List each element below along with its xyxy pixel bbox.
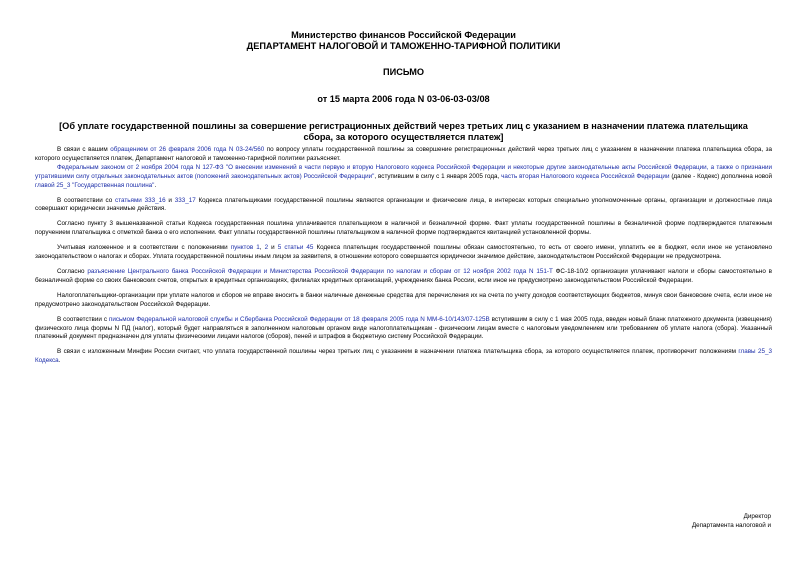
paragraph-6	[35, 268, 772, 286]
text: .	[58, 357, 61, 365]
appeal-link[interactable]: обращением от 26 февраля 2006 года N 03-24/560	[110, 146, 265, 153]
ministry-name: Министерство финансов Российской Федерации	[291, 30, 516, 40]
text: .	[154, 181, 157, 189]
text: вступившим в силу с 1 мая 2005 года, введен новый бланк платежного документа (извещения) физического лица формы N ПД (налог), который будет направляться в заполненном налоговым органом виде налогоплательщикам - физическим лицам вместе с налоговым уведомлением или требованием об уплате налога (сбора). Указанный платежный документ предназначен для уплаты физическими лицами налогов (сборов), пеней и штрафов в бюджетную систему Российской Федерации.	[35, 315, 773, 341]
article-45-link[interactable]: статьи 45	[284, 244, 314, 252]
text: В связи с изложенным Минфин России считает, что уплата государственной пошлины через третьих лиц с указанием в назначении платежа плательщика сбора, за которого осуществляется платеж, противоречит положениям	[57, 348, 739, 356]
document-subject: [Об уплате государственной пошлины за совершение регистрационных действий через третьих лиц с указанием в назначении платежа плательщика сбора, за которого осуществляется платеж]	[59, 121, 748, 142]
text: (далее - Кодекс) дополнена новой	[669, 172, 772, 180]
text: и	[268, 244, 278, 252]
paragraph-4	[35, 220, 772, 238]
text: Согласно пункту 3 вышеназванной статьи Кодекса государственная пошлина уплачивается плательщиком в наличной и безналичной форме. Факт уплаты государственной пошлины в безналичной форме подтверждается платежным поручением плательщика с отметкой банка о его исполнении. Факт уплаты государственной пошлины плательщиком в наличной форме подтверждается квитанцией установленной формы.	[35, 220, 772, 237]
document-header	[0, 0, 807, 143]
central-bank-clarification-link[interactable]: разъяснение Центрального банка Российской Федерации и Министерства Российской Федерации по налогам и сборам от 12 ноября 2002 года N 151-Т	[87, 267, 553, 275]
paragraph-9	[35, 348, 772, 366]
paragraph-1	[35, 146, 772, 164]
department-name: ДЕПАРТАМЕНТ НАЛОГОВОЙ И ТАМОЖЕННО-ТАРИФНОЙ ПОЛИТИКИ	[246, 41, 561, 51]
text: В соответствии со	[57, 196, 116, 204]
clause-5-link[interactable]: 5	[277, 244, 282, 252]
article-333-17-link[interactable]: 333_17	[174, 196, 196, 204]
paragraph-2	[35, 164, 772, 191]
paragraph-5	[35, 244, 772, 262]
chapter-25-3-code-link[interactable]: главы 25_3 Кодекса	[35, 348, 772, 365]
tax-code-part-two-link[interactable]: часть вторая Налогового кодекса Российской Федерации	[501, 172, 670, 180]
document-date-number: от 15 марта 2006 года N 03-06-03-03/08	[317, 94, 490, 104]
federal-law-link[interactable]: Федеральным законом от 2 ноября 2004 года N 127-ФЗ "О внесении изменений в части первую и вторую Налогового кодекса Российской Федерации и некоторые другие законодательные акты Российской Федерации, а также о признании утратившими силу отдельных законодательных актов (положений законодательных актов) Российской Федерации"	[35, 163, 772, 180]
text: В связи с вашим	[57, 146, 111, 153]
paragraph-8	[35, 316, 772, 343]
fns-sberbank-letter-link[interactable]: письмом Федеральной налоговой службы и Сбербанка Российской Федерации от 18 февраля 2005 года N ММ-6-10/143/07-125В	[108, 315, 490, 323]
text: Учитывая изложенное и в соответствии с положениями	[57, 244, 231, 252]
chapter-25-3-link[interactable]: главой 25_3 "Государственная пошлина"	[35, 181, 155, 189]
text: по вопросу уплаты государственной пошлины за совершение регистрационных действий через третьих лиц с указанием в назначении платежа плательщика сбора, за которого осуществляется платеж, Департамент налоговой и таможенно-тарифной политики разъясняет.	[35, 146, 772, 162]
paragraph-3	[35, 197, 772, 215]
text: ФС-18-10/2 организации уплачивают налоги и сборы самостоятельно в безналичной форме со своих банковских счетов, открытых в кредитных организациях, филиалах кредитных организаций, учреждениях банка России, если иное не предусмотрено законодательством Российской Федерации.	[35, 267, 772, 284]
paragraph-7	[35, 292, 772, 310]
text: Согласно	[57, 267, 88, 275]
document-type: ПИСЬМО	[382, 67, 425, 77]
text: Кодекса плательщик государственной пошлины обязан самостоятельно, то есть от своего имени, уплатить ее в бюджет, если иное не установлено законодательством о налогах и сборах. Уплата государственной пошлины иным лицом за заявителя, в отношении которого совершается юридически значимое действие, законодательством Российской Федерации не предусмотрена.	[35, 244, 773, 261]
text: Кодекса плательщиками государственной пошлины являются организации и физические лица, в интересах которых специально уполномоченные органы, организации и должностные лица совершают юридически значимые действия.	[35, 196, 772, 213]
text: , вступившим в силу с 1 января 2005 года,	[374, 172, 502, 180]
clause-2-link[interactable]: 2	[264, 244, 269, 252]
text: ,	[259, 244, 265, 252]
text: В соответствии с	[57, 315, 109, 323]
signatory-department: Департамента налоговой и	[691, 522, 771, 529]
text: и	[165, 196, 175, 204]
signatory-title: Директор	[743, 513, 771, 520]
signature-block	[692, 512, 771, 530]
document-body	[35, 146, 772, 366]
article-333-16-link[interactable]: статьями 333_16	[115, 196, 166, 204]
text: Налогоплательщики-организации при уплате налогов и сборов не вправе вносить в банки наличные денежные средства для перечисления их на счета по учету доходов соответствующих бюджетов, минуя свои банковские счета, если иное не предусмотрено законодательством Российской Федерации.	[35, 291, 772, 308]
clause-1-link[interactable]: пунктов 1	[230, 244, 260, 252]
